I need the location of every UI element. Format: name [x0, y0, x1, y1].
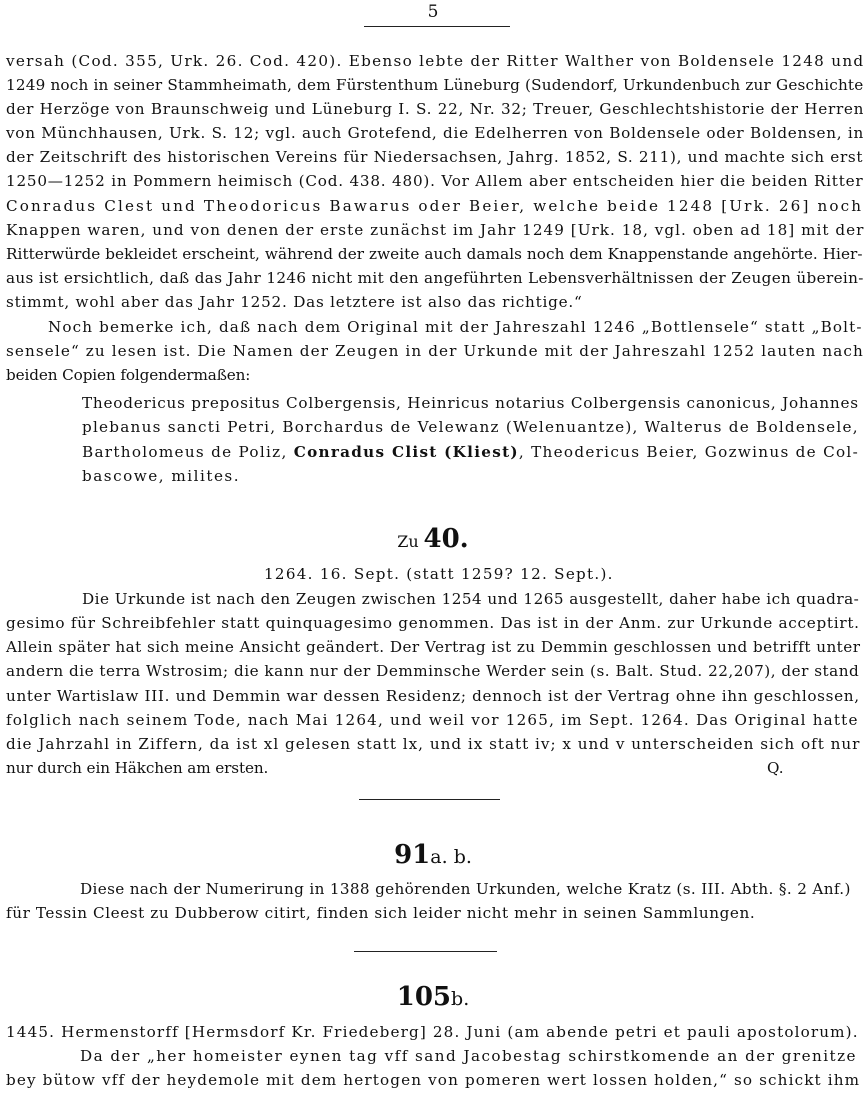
text-line: 1249 noch in seiner Stammheimath, dem Fürstenthum Lüneburg (Sudendorf, Urkundenbuch zur Geschichte: [6, 76, 864, 94]
text-line: sensele“ zu lesen ist. Die Namen der Zeugen in der Urkunde mit der Jahreszahl 1252 lauten nach: [6, 342, 864, 360]
latin-segment: , Theodericus Beier, Gozwinus de Col-: [518, 443, 859, 461]
text-line: bey bütow vff der heydemole mit dem hertogen von pomeren wert lossen holden,“ so schickt ihm: [6, 1071, 861, 1089]
latin-line: bascowe, milites.: [82, 467, 241, 485]
latin-line: Theodericus prepositus Colbergensis, Heinricus notarius Colbergensis canonicus, Johannes: [82, 394, 859, 412]
text-line: stimmt, wohl aber das Jahr 1252. Das letztere ist also das richtige.“: [6, 293, 583, 311]
section-number: 105: [396, 982, 452, 1012]
text-line: 1250—1252 in Pommern heimisch (Cod. 438. 480). Vor Allem aber entscheiden hier die beiden Ritter: [6, 172, 864, 190]
header-rule: [364, 26, 510, 27]
text-line: Noch bemerke ich, daß nach dem Original mit der Jahreszahl 1246 „Bottlensele“ statt „Bolt-: [48, 318, 863, 336]
signature: Q.: [767, 759, 784, 777]
section-date: 1264. 16. Sept. (statt 1259? 12. Sept.).: [264, 565, 614, 583]
section-suffix: b.: [451, 988, 470, 1010]
text-line: unter Wartislaw III. und Demmin war dessen Residenz; dennoch ist der Vertrag ohne ihn geschlossen,: [6, 687, 860, 705]
latin-segment: Bartholomeus de Poliz,: [82, 443, 288, 461]
section-number: 91: [394, 840, 431, 870]
text-line: Die Urkunde ist nach den Zeugen zwischen 1254 und 1265 ausgestellt, daher habe ich quadra-: [82, 590, 860, 608]
section-number: 40.: [423, 524, 469, 554]
text-line: Ritterwürde bekleidet erscheint, während der zweite auch damals noch dem Knappenstande angehörte. Hier-: [6, 245, 863, 263]
section-heading-105: [0, 982, 866, 1012]
text-line: gesimo für Schreibfehler statt quinquagesimo genommen. Das ist in der Anm. zur Urkunde acceptirt.: [6, 614, 860, 632]
section-divider: [359, 799, 500, 800]
section-heading-91: [0, 840, 866, 870]
text-line: der Zeitschrift des historischen Vereins für Niedersachsen, Jahrg. 1852, S. 211), und machte sich erst: [6, 148, 864, 166]
text-line: Da der „her homeister eynen tag vff sand Jacobestag schirstkomende an der grenitze: [80, 1047, 857, 1065]
heading-prefix: Zu: [397, 532, 419, 551]
section-suffix: a. b.: [430, 846, 472, 868]
text-line: versah (Cod. 355, Urk. 26. Cod. 420). Ebenso lebte der Ritter Walther von Boldensele 1248 und: [6, 52, 865, 70]
text-line: beiden Copien folgendermaßen:: [6, 366, 251, 384]
text-line: der Herzöge von Braunschweig und Lüneburg I. S. 22, Nr. 32; Treuer, Geschlechtshistorie der Herren: [6, 100, 865, 118]
text-line: andern die terra Wstrosim; die kann nur der Demminsche Werder sein (s. Balt. Stud. 22,207), der stand: [6, 662, 860, 680]
text-line: folglich nach seinem Tode, nach Mai 1264, und weil vor 1265, im Sept. 1264. Das Original hatte: [6, 711, 859, 729]
text-line: Diese nach der Numerirung in 1388 gehörenden Urkunden, welche Kratz (s. III. Abth. §. 2 Anf.): [80, 880, 851, 898]
text-line: Knappen waren, und von denen der erste zunächst im Jahr 1249 [Urk. 18, vgl. oben ad 18] mit der: [6, 221, 865, 239]
latin-line: [82, 443, 859, 461]
highlighted-name: Conradus Clist (Kliest): [293, 443, 519, 461]
text-line: aus ist ersichtlich, daß das Jahr 1246 nicht mit den angeführten Lebensverhältnissen der Zeugen überein-: [6, 269, 864, 287]
text-line: 1445. Hermenstorff [Hermsdorf Kr. Friedeberg] 28. Juni (am abende petri et pauli apostolorum).: [6, 1023, 859, 1041]
section-heading-40: [0, 524, 866, 554]
text-line: für Tessin Cleest zu Dubberow citirt, finden sich leider nicht mehr in seinen Sammlungen.: [6, 904, 756, 922]
text-line: Conradus Clest und Theodoricus Bawarus oder Beier, welche beide 1248 [Urk. 26] noch: [6, 197, 864, 215]
text-line: nur durch ein Häkchen am ersten.: [6, 759, 269, 777]
text-line: die Jahrzahl in Ziffern, da ist xl gelesen statt lx, und ix statt iv; x und v unterscheiden sich oft nur: [6, 735, 861, 753]
text-line: Allein später hat sich meine Ansicht geändert. Der Vertrag ist zu Demmin geschlossen und betrifft unter: [6, 638, 861, 656]
latin-line: plebanus sancti Petri, Borchardus de Velewanz (Welenuantze), Walterus de Boldensele,: [82, 418, 859, 436]
section-divider: [354, 951, 497, 952]
page-number: 5: [427, 2, 439, 22]
text-line: von Münchhausen, Urk. S. 12; vgl. auch Grotefend, die Edelherren von Boldensele oder Boldensen, in: [6, 124, 864, 142]
